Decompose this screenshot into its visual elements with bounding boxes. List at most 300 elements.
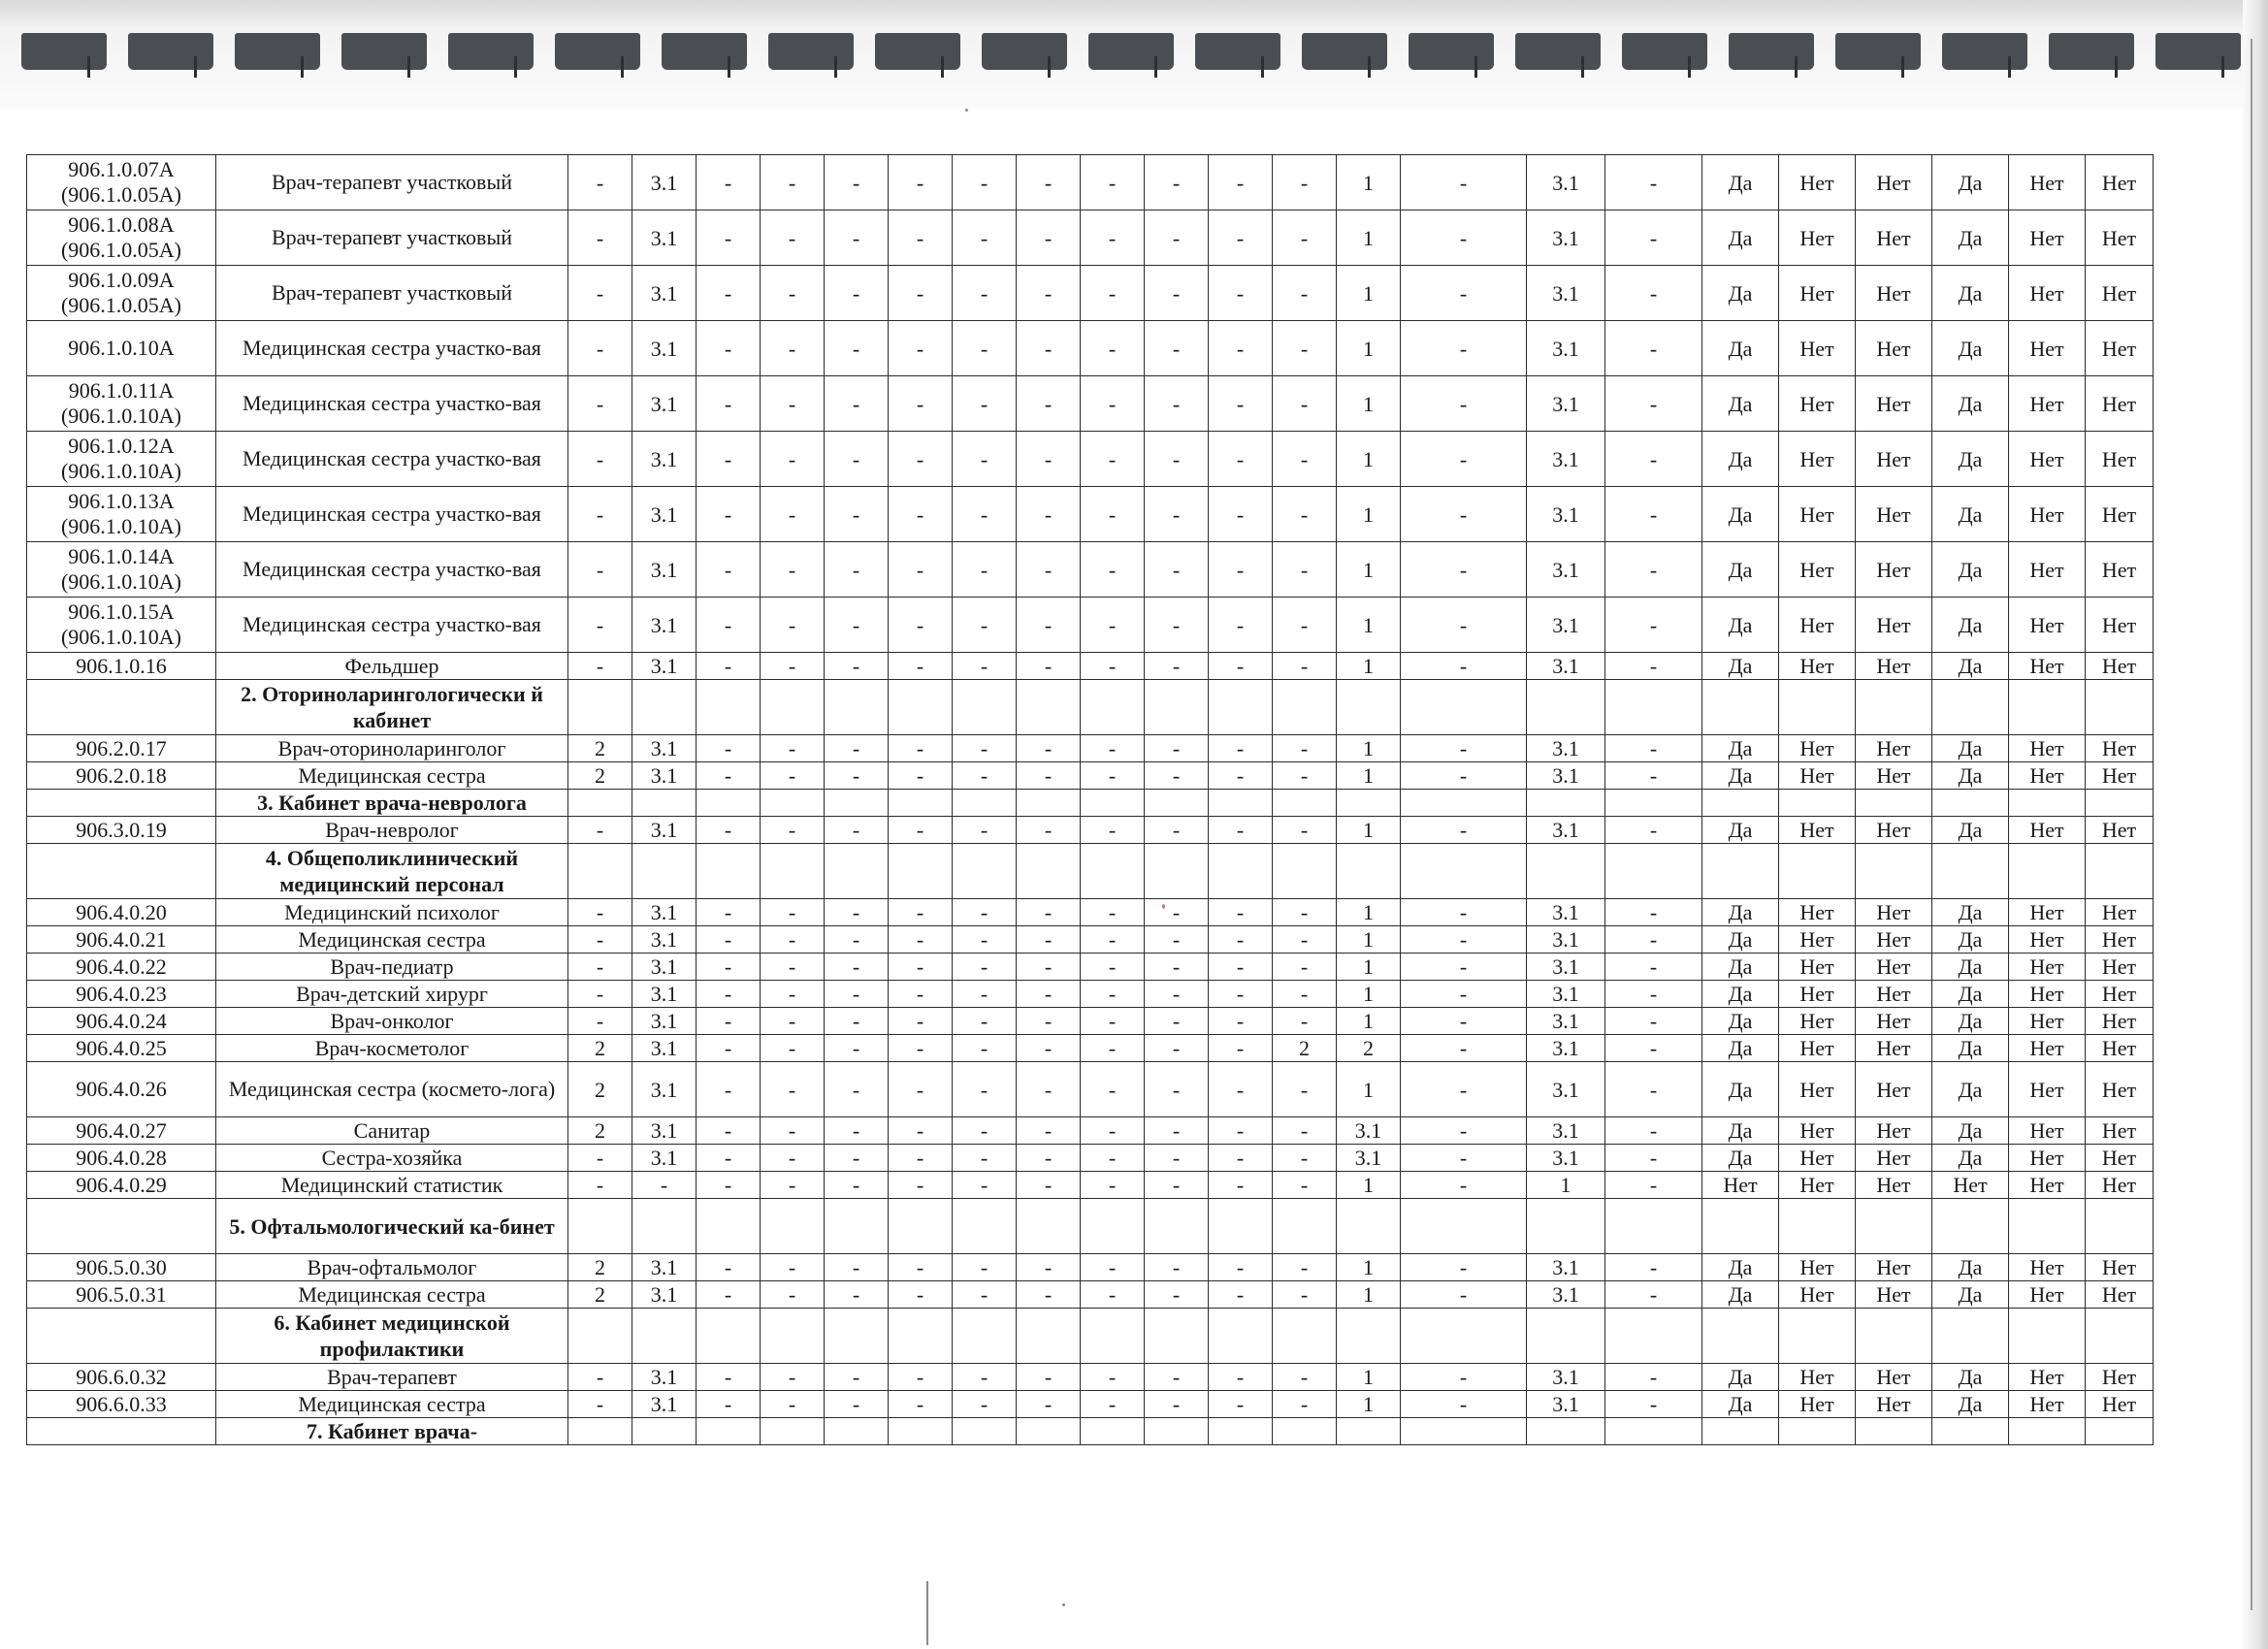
empty-cell xyxy=(568,790,632,817)
value-cell: 3.1 xyxy=(632,817,697,844)
value-cell: - xyxy=(1273,321,1337,376)
value-cell: Да xyxy=(1702,487,1779,542)
binding-tick xyxy=(621,56,624,78)
value-cell: - xyxy=(1081,210,1145,266)
value-cell: - xyxy=(953,653,1017,680)
value-cell: - xyxy=(1209,598,1273,653)
empty-cell xyxy=(1605,1309,1702,1364)
value-cell: Нет xyxy=(1779,1172,1856,1199)
value-cell: Нет xyxy=(2009,155,2086,210)
value-cell: - xyxy=(1401,954,1527,981)
value-cell: - xyxy=(1145,653,1209,680)
value-cell: - xyxy=(1145,899,1209,926)
value-cell: Нет xyxy=(2086,1117,2154,1145)
value-cell: 1 xyxy=(1337,817,1401,844)
section-row xyxy=(27,1199,2154,1254)
value-cell: - xyxy=(1209,926,1273,954)
value-cell: - xyxy=(1273,1364,1337,1391)
value-cell: Нет xyxy=(2009,376,2086,432)
value-cell: - xyxy=(953,1117,1017,1145)
table-body xyxy=(27,155,2154,1445)
value-cell: Нет xyxy=(2086,155,2154,210)
value-cell: 1 xyxy=(1337,1364,1401,1391)
value-cell: - xyxy=(568,598,632,653)
position-name: Фельдшер xyxy=(216,653,568,680)
value-cell: - xyxy=(1401,1364,1527,1391)
value-cell: - xyxy=(568,1008,632,1035)
position-name: Медицинская сестра участко-вая xyxy=(216,542,568,598)
value-cell: 3.1 xyxy=(1527,376,1605,432)
value-cell: Нет xyxy=(1856,817,1932,844)
table-row xyxy=(27,899,2154,926)
value-cell: Нет xyxy=(1779,321,1856,376)
code-cell: 906.4.0.26 xyxy=(27,1062,216,1117)
value-cell: Нет xyxy=(2086,1254,2154,1281)
table-row xyxy=(27,1035,2154,1062)
value-cell: Да xyxy=(1932,735,2009,762)
value-cell: Нет xyxy=(2009,210,2086,266)
value-cell: - xyxy=(825,1254,889,1281)
value-cell: - xyxy=(1605,1008,1702,1035)
value-cell: - xyxy=(1081,487,1145,542)
value-cell: - xyxy=(953,1281,1017,1309)
value-cell: - xyxy=(825,762,889,790)
code-cell: 906.2.0.17 xyxy=(27,735,216,762)
value-cell: - xyxy=(761,1172,825,1199)
value-cell: Нет xyxy=(1779,817,1856,844)
value-cell: - xyxy=(568,321,632,376)
empty-cell xyxy=(1527,680,1605,735)
value-cell: 3.1 xyxy=(1527,598,1605,653)
code-cell: 906.4.0.20 xyxy=(27,899,216,926)
value-cell: Нет xyxy=(2086,653,2154,680)
value-cell: - xyxy=(1081,432,1145,487)
value-cell: Нет xyxy=(1856,1391,1932,1418)
value-cell: - xyxy=(1145,542,1209,598)
empty-cell xyxy=(1145,844,1209,899)
empty-cell xyxy=(1081,844,1145,899)
empty-cell xyxy=(1779,790,1856,817)
code-cell: 906.3.0.19 xyxy=(27,817,216,844)
value-cell: - xyxy=(1081,1008,1145,1035)
value-cell: Нет xyxy=(2009,954,2086,981)
position-name: Санитар xyxy=(216,1117,568,1145)
table-row xyxy=(27,735,2154,762)
position-name: Врач-оториноларинголог xyxy=(216,735,568,762)
value-cell: - xyxy=(697,1364,761,1391)
value-cell: - xyxy=(761,321,825,376)
value-cell: - xyxy=(1401,210,1527,266)
value-cell: Да xyxy=(1702,266,1779,321)
value-cell: - xyxy=(1605,1364,1702,1391)
value-cell: - xyxy=(761,1008,825,1035)
value-cell: Да xyxy=(1932,1062,2009,1117)
value-cell: - xyxy=(1017,762,1081,790)
empty-cell xyxy=(761,844,825,899)
empty-cell xyxy=(889,790,953,817)
value-cell: - xyxy=(825,981,889,1008)
binding-tick xyxy=(407,56,410,78)
value-cell: - xyxy=(825,598,889,653)
value-cell: Нет xyxy=(1856,1035,1932,1062)
value-cell: Нет xyxy=(2086,321,2154,376)
empty-cell xyxy=(1209,1309,1273,1364)
empty-cell xyxy=(953,790,1017,817)
value-cell: Нет xyxy=(1856,954,1932,981)
value-cell: Да xyxy=(1932,266,2009,321)
value-cell: Нет xyxy=(2009,1035,2086,1062)
value-cell: - xyxy=(1273,1391,1337,1418)
table-row xyxy=(27,210,2154,266)
value-cell: - xyxy=(568,653,632,680)
value-cell: - xyxy=(889,1254,953,1281)
value-cell: Нет xyxy=(2009,1062,2086,1117)
value-cell: Да xyxy=(1702,1391,1779,1418)
value-cell: Да xyxy=(1932,432,2009,487)
value-cell: 3.1 xyxy=(632,266,697,321)
value-cell: Нет xyxy=(1779,598,1856,653)
value-cell: Нет xyxy=(2086,1035,2154,1062)
empty-cell xyxy=(1856,680,1932,735)
value-cell: Нет xyxy=(1856,598,1932,653)
value-cell: Нет xyxy=(1856,321,1932,376)
empty-cell xyxy=(1401,1199,1527,1254)
position-name: Врач-невролог xyxy=(216,817,568,844)
value-cell: Нет xyxy=(1779,1254,1856,1281)
value-cell: - xyxy=(825,1172,889,1199)
value-cell: - xyxy=(1401,266,1527,321)
value-cell: Нет xyxy=(2009,1364,2086,1391)
value-cell: - xyxy=(568,376,632,432)
value-cell: - xyxy=(1145,1391,1209,1418)
empty-cell xyxy=(953,1199,1017,1254)
value-cell: Да xyxy=(1932,1117,2009,1145)
empty-cell xyxy=(697,680,761,735)
code-cell: 906.1.0.12А (906.1.0.10А) xyxy=(27,432,216,487)
value-cell: Да xyxy=(1932,817,2009,844)
value-cell: Да xyxy=(1702,735,1779,762)
value-cell: 3.1 xyxy=(632,1008,697,1035)
value-cell: - xyxy=(1401,598,1527,653)
value-cell: - xyxy=(1209,899,1273,926)
binding-tick xyxy=(514,56,517,78)
value-cell: Нет xyxy=(2086,762,2154,790)
value-cell: 3.1 xyxy=(1527,1364,1605,1391)
position-name: Медицинская сестра участко-вая xyxy=(216,432,568,487)
value-cell: 1 xyxy=(1337,1281,1401,1309)
value-cell: 2 xyxy=(568,735,632,762)
value-cell: - xyxy=(1081,1035,1145,1062)
value-cell: - xyxy=(1273,1145,1337,1172)
value-cell: - xyxy=(1605,1035,1702,1062)
value-cell: - xyxy=(1273,598,1337,653)
binding-tick xyxy=(834,56,837,78)
value-cell: - xyxy=(889,1035,953,1062)
value-cell: - xyxy=(761,487,825,542)
value-cell: Нет xyxy=(1779,981,1856,1008)
value-cell: - xyxy=(1605,376,1702,432)
value-cell: - xyxy=(697,321,761,376)
value-cell: - xyxy=(889,653,953,680)
value-cell: - xyxy=(1081,1254,1145,1281)
value-cell: 2 xyxy=(1273,1035,1337,1062)
code-cell xyxy=(27,844,216,899)
value-cell: Нет xyxy=(2009,432,2086,487)
value-cell: 1 xyxy=(1337,1172,1401,1199)
value-cell: - xyxy=(697,1172,761,1199)
value-cell: Да xyxy=(1702,653,1779,680)
value-cell: - xyxy=(1145,1008,1209,1035)
value-cell: - xyxy=(761,1117,825,1145)
value-cell: Да xyxy=(1702,1281,1779,1309)
value-cell: - xyxy=(1209,432,1273,487)
table-row xyxy=(27,954,2154,981)
value-cell: Нет xyxy=(1779,653,1856,680)
value-cell: - xyxy=(1017,735,1081,762)
empty-cell xyxy=(1209,844,1273,899)
value-cell: Да xyxy=(1702,1364,1779,1391)
value-cell: Нет xyxy=(1856,1281,1932,1309)
value-cell: 3.1 xyxy=(1527,1062,1605,1117)
value-cell: - xyxy=(1273,155,1337,210)
empty-cell xyxy=(568,1309,632,1364)
empty-cell xyxy=(632,1309,697,1364)
value-cell: Нет xyxy=(1779,155,1856,210)
value-cell: - xyxy=(761,542,825,598)
value-cell: - xyxy=(1209,817,1273,844)
value-cell: 3.1 xyxy=(1527,735,1605,762)
empty-cell xyxy=(568,1418,632,1445)
empty-cell xyxy=(1337,1199,1401,1254)
binding-tick xyxy=(1795,56,1798,78)
empty-cell xyxy=(1337,844,1401,899)
code-cell: 906.4.0.21 xyxy=(27,926,216,954)
value-cell: 3.1 xyxy=(632,653,697,680)
value-cell: - xyxy=(1209,653,1273,680)
value-cell: - xyxy=(825,735,889,762)
value-cell: - xyxy=(1209,1281,1273,1309)
value-cell: Нет xyxy=(1779,542,1856,598)
value-cell: 3.1 xyxy=(1527,542,1605,598)
value-cell: - xyxy=(825,1117,889,1145)
value-cell: Нет xyxy=(2086,926,2154,954)
empty-cell xyxy=(889,1418,953,1445)
value-cell: - xyxy=(1081,1364,1145,1391)
value-cell: Нет xyxy=(2086,1145,2154,1172)
value-cell: Нет xyxy=(2009,542,2086,598)
binding-ring xyxy=(1729,33,1814,70)
empty-cell xyxy=(1702,844,1779,899)
empty-cell xyxy=(1702,1309,1779,1364)
value-cell: Да xyxy=(1932,487,2009,542)
value-cell: 1 xyxy=(1337,376,1401,432)
value-cell: 3.1 xyxy=(632,432,697,487)
value-cell: - xyxy=(953,376,1017,432)
value-cell: - xyxy=(697,1145,761,1172)
value-cell: Нет xyxy=(2009,899,2086,926)
value-cell: - xyxy=(568,981,632,1008)
value-cell: 3.1 xyxy=(632,321,697,376)
value-cell: Нет xyxy=(1856,542,1932,598)
value-cell: - xyxy=(1605,1281,1702,1309)
empty-cell xyxy=(1273,680,1337,735)
empty-cell xyxy=(697,790,761,817)
value-cell: 2 xyxy=(1337,1035,1401,1062)
empty-cell xyxy=(1702,790,1779,817)
empty-cell xyxy=(1605,790,1702,817)
value-cell: - xyxy=(1209,266,1273,321)
empty-cell xyxy=(1209,790,1273,817)
value-cell: - xyxy=(953,266,1017,321)
binding-tick xyxy=(1688,56,1691,78)
value-cell: Нет xyxy=(2086,1062,2154,1117)
value-cell: Нет xyxy=(2009,321,2086,376)
value-cell: 1 xyxy=(1337,954,1401,981)
code-cell xyxy=(27,790,216,817)
position-name: Медицинский психолог xyxy=(216,899,568,926)
table-row xyxy=(27,1008,2154,1035)
value-cell: 3.1 xyxy=(1337,1117,1401,1145)
value-cell: - xyxy=(825,432,889,487)
empty-cell xyxy=(825,1309,889,1364)
value-cell: 3.1 xyxy=(632,926,697,954)
value-cell: 3.1 xyxy=(1527,1254,1605,1281)
value-cell: Да xyxy=(1932,1145,2009,1172)
empty-cell xyxy=(889,1309,953,1364)
value-cell: - xyxy=(568,899,632,926)
table-row xyxy=(27,1391,2154,1418)
value-cell: - xyxy=(1401,981,1527,1008)
value-cell: Нет xyxy=(1856,653,1932,680)
empty-cell xyxy=(1081,1199,1145,1254)
binding-ring xyxy=(235,33,320,70)
value-cell: Нет xyxy=(1856,735,1932,762)
value-cell: - xyxy=(1401,762,1527,790)
value-cell: - xyxy=(953,899,1017,926)
binding-ring xyxy=(1409,33,1494,70)
value-cell: Да xyxy=(1932,1008,2009,1035)
value-cell: 2 xyxy=(568,1117,632,1145)
table-row xyxy=(27,598,2154,653)
value-cell: Да xyxy=(1932,653,2009,680)
value-cell: - xyxy=(1017,598,1081,653)
code-cell: 906.1.0.09А (906.1.0.05А) xyxy=(27,266,216,321)
spiral-binding xyxy=(0,0,2268,109)
value-cell: 3.1 xyxy=(1527,321,1605,376)
position-name: Врач-терапевт xyxy=(216,1364,568,1391)
empty-cell xyxy=(1273,844,1337,899)
value-cell: - xyxy=(1145,598,1209,653)
value-cell: - xyxy=(1605,210,1702,266)
value-cell: Нет xyxy=(1856,1062,1932,1117)
binding-ring xyxy=(448,33,534,70)
value-cell: - xyxy=(1017,1254,1081,1281)
value-cell: - xyxy=(568,155,632,210)
value-cell: - xyxy=(1401,926,1527,954)
value-cell: - xyxy=(825,1364,889,1391)
value-cell: - xyxy=(825,817,889,844)
section-title: 3. Кабинет врача-невролога xyxy=(216,790,568,817)
value-cell: - xyxy=(761,899,825,926)
empty-cell xyxy=(953,1309,1017,1364)
value-cell: - xyxy=(825,487,889,542)
position-name: Медицинская сестра xyxy=(216,926,568,954)
value-cell: Да xyxy=(1702,899,1779,926)
value-cell: - xyxy=(953,210,1017,266)
value-cell: - xyxy=(1081,321,1145,376)
value-cell: Нет xyxy=(2009,487,2086,542)
value-cell: 3.1 xyxy=(1527,762,1605,790)
empty-cell xyxy=(1702,1199,1779,1254)
value-cell: - xyxy=(889,155,953,210)
empty-cell xyxy=(2009,680,2086,735)
value-cell: 3.1 xyxy=(1527,432,1605,487)
empty-cell xyxy=(697,1418,761,1445)
position-name: Сестра-хозяйка xyxy=(216,1145,568,1172)
value-cell: - xyxy=(1081,653,1145,680)
value-cell: - xyxy=(1017,542,1081,598)
value-cell: - xyxy=(761,432,825,487)
code-cell: 906.5.0.31 xyxy=(27,1281,216,1309)
value-cell: Нет xyxy=(1856,899,1932,926)
value-cell: Нет xyxy=(1856,210,1932,266)
fold-line xyxy=(926,1581,928,1645)
value-cell: - xyxy=(761,598,825,653)
value-cell: - xyxy=(1209,1035,1273,1062)
value-cell: Нет xyxy=(2009,1008,2086,1035)
empty-cell xyxy=(697,844,761,899)
value-cell: - xyxy=(953,926,1017,954)
value-cell: Да xyxy=(1932,210,2009,266)
value-cell: - xyxy=(825,926,889,954)
value-cell: - xyxy=(697,155,761,210)
value-cell: 3.1 xyxy=(632,1145,697,1172)
value-cell: - xyxy=(1017,899,1081,926)
table-row xyxy=(27,542,2154,598)
table-row xyxy=(27,817,2154,844)
value-cell: - xyxy=(1145,1117,1209,1145)
empty-cell xyxy=(1527,790,1605,817)
value-cell: 3.1 xyxy=(1527,899,1605,926)
value-cell: - xyxy=(1081,1145,1145,1172)
value-cell: - xyxy=(697,735,761,762)
value-cell: - xyxy=(1273,1281,1337,1309)
value-cell: Да xyxy=(1702,598,1779,653)
empty-cell xyxy=(1527,1418,1605,1445)
value-cell: 1 xyxy=(1337,432,1401,487)
value-cell: 1 xyxy=(1337,926,1401,954)
value-cell: - xyxy=(568,926,632,954)
value-cell: - xyxy=(1145,762,1209,790)
value-cell: - xyxy=(1605,321,1702,376)
empty-cell xyxy=(1209,680,1273,735)
value-cell: - xyxy=(1209,487,1273,542)
value-cell: - xyxy=(697,266,761,321)
value-cell: Нет xyxy=(2009,266,2086,321)
value-cell: - xyxy=(1209,321,1273,376)
value-cell: 1 xyxy=(1337,1254,1401,1281)
empty-cell xyxy=(1779,680,1856,735)
binding-tick xyxy=(1154,56,1157,78)
binding-ring xyxy=(662,33,747,70)
binding-tick xyxy=(2115,56,2118,78)
value-cell: - xyxy=(1209,376,1273,432)
value-cell: - xyxy=(568,432,632,487)
value-cell: 3.1 xyxy=(1527,1145,1605,1172)
value-cell: 1 xyxy=(1337,598,1401,653)
value-cell: - xyxy=(1081,1117,1145,1145)
value-cell: Да xyxy=(1702,1035,1779,1062)
